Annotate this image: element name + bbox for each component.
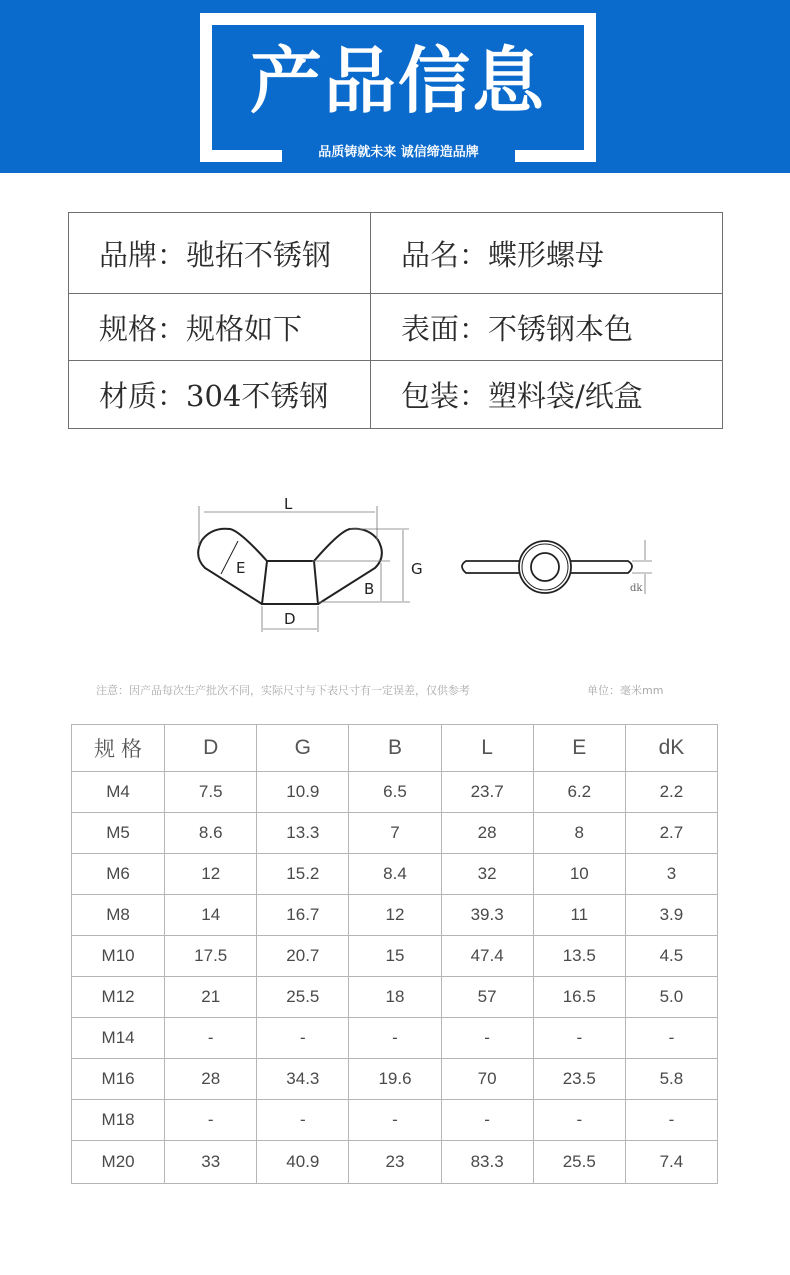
label-L: L [284,495,293,513]
info-cell-material [69,361,371,429]
table-row [72,1059,718,1100]
table-row [72,854,718,895]
cell-B: 7 [349,813,441,854]
info-value: 塑料袋/纸盒 [488,379,643,413]
cell-size: M20 [72,1141,165,1184]
header-L: L [441,725,533,772]
info-value: 驰拓不锈钢 [186,237,332,272]
info-value: 不锈钢本色 [488,311,634,346]
table-row [72,1100,718,1141]
info-value: 304不锈钢 [186,379,329,413]
cell-L: - [441,1100,533,1141]
cell-E: 13.5 [533,936,625,977]
cell-E: 25.5 [533,1141,625,1184]
cell-D: 28 [165,1059,257,1100]
cell-D: - [165,1100,257,1141]
info-cell-product-name [371,213,723,294]
cell-dK: 5.8 [625,1059,717,1100]
table-row [72,813,718,854]
cell-L: 47.4 [441,936,533,977]
cell-size: M12 [72,977,165,1018]
header-G: G [257,725,349,772]
cell-B: 8.4 [349,854,441,895]
info-cell-packaging [371,361,723,429]
cell-size: M18 [72,1100,165,1141]
cell-L: - [441,1018,533,1059]
wing-nut-dimension-diagram [180,480,660,650]
header-D: D [165,725,257,772]
header-E: E [533,725,625,772]
info-label: 表面： [401,311,489,346]
cell-B: - [349,1100,441,1141]
product-info-table [68,212,723,429]
dimension-lines [199,506,410,632]
cell-L: 32 [441,854,533,895]
banner-slogan: 品质铸就未来 诚信缔造品牌 [318,145,479,160]
cell-B: 18 [349,977,441,1018]
cell-dK: - [625,1100,717,1141]
label-dk: dk [630,583,643,594]
info-cell-surface [371,294,723,361]
cell-G: - [257,1100,349,1141]
label-G: G [411,560,423,578]
cell-L: 83.3 [441,1141,533,1184]
cell-dK: - [625,1018,717,1059]
cell-B: 6.5 [349,772,441,813]
table-row [72,936,718,977]
label-E: E [236,559,246,577]
cell-B: 23 [349,1141,441,1184]
wing-nut-front-view [198,529,382,604]
cell-L: 57 [441,977,533,1018]
cell-E: 11 [533,895,625,936]
cell-D: 12 [165,854,257,895]
wing-nut-side-view [462,541,632,593]
tolerance-note: 注意：因产品每次生产批次不同，实际尺寸与下表尺寸有一定误差，仅供参考 [96,684,470,697]
cell-B: - [349,1018,441,1059]
cell-dK: 7.4 [625,1141,717,1184]
info-row [69,294,723,361]
cell-G: 34.3 [257,1059,349,1100]
info-cell-brand [69,213,371,294]
cell-size: M16 [72,1059,165,1100]
cell-E: 8 [533,813,625,854]
info-label: 规格： [99,311,187,346]
cell-G: 25.5 [257,977,349,1018]
cell-E: - [533,1100,625,1141]
dimension-spec-table [71,724,718,1184]
label-D: D [284,610,296,628]
label-B: B [364,580,375,598]
cell-E: 16.5 [533,977,625,1018]
cell-D: 8.6 [165,813,257,854]
cell-size: M8 [72,895,165,936]
cell-G: 10.9 [257,772,349,813]
dimension-labels [236,495,423,628]
cell-size: M14 [72,1018,165,1059]
table-row [72,1141,718,1184]
cell-size: M6 [72,854,165,895]
header-banner [0,0,790,173]
header-B: B [349,725,441,772]
cell-E: - [533,1018,625,1059]
info-label: 品名： [401,237,489,272]
header-dK: dK [625,725,717,772]
table-row [72,1018,718,1059]
cell-D: 14 [165,895,257,936]
page-title: 产品信息 [249,39,546,123]
cell-G: 15.2 [257,854,349,895]
info-label: 材质： [99,379,187,413]
table-row [72,977,718,1018]
cell-D: - [165,1018,257,1059]
info-row [69,361,723,429]
cell-size: M10 [72,936,165,977]
cell-G: 13.3 [257,813,349,854]
cell-dK: 5.0 [625,977,717,1018]
info-cell-spec [69,294,371,361]
cell-L: 23.7 [441,772,533,813]
info-label: 包装： [401,379,489,413]
cell-G: 40.9 [257,1141,349,1184]
cell-D: 21 [165,977,257,1018]
cell-dK: 3.9 [625,895,717,936]
cell-D: 17.5 [165,936,257,977]
cell-size: M4 [72,772,165,813]
cell-B: 19.6 [349,1059,441,1100]
cell-E: 23.5 [533,1059,625,1100]
cell-D: 7.5 [165,772,257,813]
cell-E: 10 [533,854,625,895]
cell-dK: 4.5 [625,936,717,977]
table-row [72,895,718,936]
cell-size: M5 [72,813,165,854]
cell-E: 6.2 [533,772,625,813]
cell-G: - [257,1018,349,1059]
cell-dK: 2.2 [625,772,717,813]
cell-G: 20.7 [257,936,349,977]
cell-B: 12 [349,895,441,936]
table-header-row [72,725,718,772]
cell-L: 39.3 [441,895,533,936]
cell-D: 33 [165,1141,257,1184]
cell-L: 70 [441,1059,533,1100]
header-size: 规 格 [72,725,165,772]
unit-label: 单位：毫米mm [587,684,664,697]
cell-dK: 3 [625,854,717,895]
info-label: 品牌： [99,237,187,272]
table-row [72,772,718,813]
cell-dK: 2.7 [625,813,717,854]
cell-B: 15 [349,936,441,977]
info-row [69,213,723,294]
info-value: 蝶形螺母 [488,237,605,272]
cell-L: 28 [441,813,533,854]
info-value: 规格如下 [186,311,303,346]
cell-G: 16.7 [257,895,349,936]
